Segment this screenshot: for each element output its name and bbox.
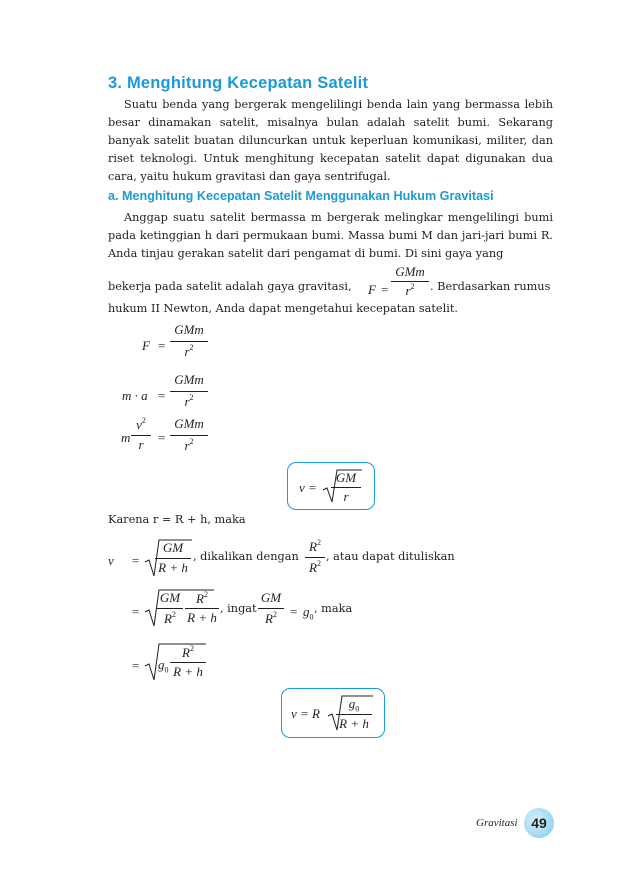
eq1-fraction: GMm $r^2$ [170, 322, 208, 362]
eq6-g0: $g_0$ [158, 657, 169, 675]
box1-v-eq: v = [299, 480, 317, 495]
eq5-frac-GM-R2: GM $R^2$ [157, 590, 183, 628]
ingat-frac-GM-R2: GM $R^2$ [258, 590, 284, 628]
maka-text: , maka [314, 602, 353, 615]
ingat-equals: = [290, 604, 298, 619]
dikalikan-text: , dikalikan dengan [193, 550, 299, 563]
page-number: 49 [524, 808, 554, 838]
karena-text: Karena r = R + h, maka [108, 513, 246, 526]
eq1-equals: = [158, 338, 166, 353]
inline-F-eq: F = [368, 282, 389, 297]
eq3-rhs-fraction: GMm $r^2$ [170, 416, 208, 456]
intro-text: Suatu benda yang bergerak mengelilingi benda lain yang bermassa lebih besar dinamakan satelit, misalnya bulan adalah satelit bumi. Sekarang banyak satelit buatan diluncurkan untuk keperluan komunikasi, militer, dan riset teknologi. Untuk menghitung kecepatan satelit dapat digunakan dua cara, yaitu hukum gravitasi dan gaya sentrifugal. [108, 98, 553, 183]
eq2-fraction: GMm $r^2$ [170, 372, 208, 412]
eq5-equals: = [132, 604, 140, 619]
box1-fraction: GM r [331, 470, 361, 506]
eq4-equals: = [132, 553, 140, 568]
atau-text: , atau dapat dituliskan [326, 550, 455, 563]
section-title: 3. Menghitung Kecepatan Satelit [108, 74, 369, 92]
R2-over-R2: $R^2$ $R^2$ [305, 538, 325, 578]
intro-paragraph [108, 96, 553, 186]
eq6-equals: = [132, 658, 140, 673]
subsection-p2-start: bekerja pada satelit adalah gaya gravitasi, [108, 280, 352, 293]
eq2-equals: = [158, 388, 166, 403]
eq3-equals: = [158, 430, 166, 445]
eq3-m: m [121, 430, 131, 445]
subsection-p1: Anggap suatu satelit bermassa m bergerak melingkar mengelilingi bumi pada ketinggian h dari permukaan bumi. Massa bumi M dan jari-jari bumi R. Anda tinjau gerakan satelit dari pengamat di bumi. Di sini gaya yang [108, 211, 553, 260]
eq4-v: v [108, 553, 114, 568]
box2-fraction: $g_0$ R + h [336, 696, 372, 734]
eq2-lhs: m · a [122, 388, 148, 403]
eq3-lhs-fraction: $v^2$ r [131, 416, 151, 456]
eq1-lhs: F [142, 338, 150, 353]
subsection-paragraph [108, 209, 553, 263]
box2-v-eq-R: v = R [291, 706, 320, 721]
subsection-p2-end: . Berdasarkan rumus [430, 280, 551, 293]
inline-fraction-GMm-r2 [391, 264, 429, 300]
subsection-p3: hukum II Newton, Anda dapat mengetahui kecepatan satelit. [108, 302, 458, 315]
inline-numerator: GMm [395, 264, 425, 279]
eq4-fraction: GM R + h [155, 540, 191, 578]
footer-chapter-label: Gravitasi [476, 817, 518, 829]
eq5-frac-R2-Rh: $R^2$ R + h [185, 590, 219, 628]
subsection-title: a. Menghitung Kecepatan Satelit Menggunakan Hukum Gravitasi [108, 189, 494, 203]
eq6-frac-R2-Rh: $R^2$ R + h [170, 644, 206, 682]
ingat-text: , ingat [220, 602, 257, 615]
inline-denominator: $r^2$ [405, 282, 415, 298]
ingat-g0: $g_0$ [303, 604, 314, 622]
